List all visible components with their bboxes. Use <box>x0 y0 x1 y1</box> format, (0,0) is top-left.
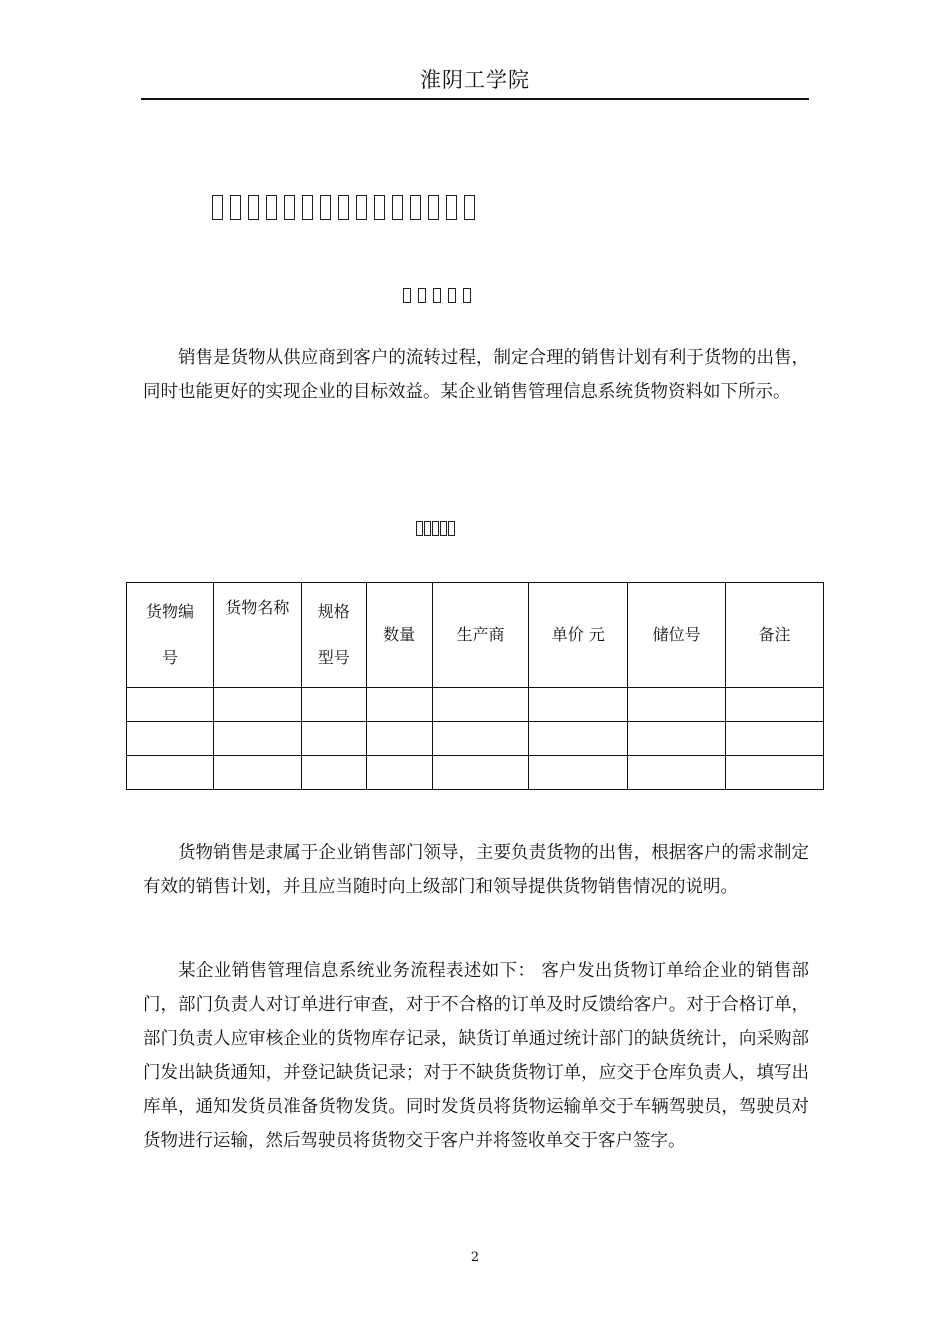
header-cell-unit-price: 单价 元 <box>529 583 628 688</box>
table-cell <box>213 688 301 722</box>
table-cell <box>432 722 529 756</box>
missing-glyph-box <box>410 195 421 220</box>
header-cell-goods-name: 货物名称 <box>213 583 301 688</box>
missing-glyph-box <box>416 521 423 536</box>
table-cell <box>366 688 432 722</box>
missing-glyph-box <box>448 521 455 536</box>
table-cell <box>366 756 432 790</box>
header-cell-manufacturer: 生产商 <box>432 583 529 688</box>
table-cell <box>432 756 529 790</box>
missing-glyph-box <box>320 195 331 220</box>
table-cell <box>301 722 366 756</box>
table-row <box>127 722 824 756</box>
table-header-row <box>127 583 824 688</box>
missing-glyph-box <box>440 521 447 536</box>
table-cell <box>628 688 726 722</box>
table-cell <box>628 756 726 790</box>
table-cell <box>726 688 824 722</box>
missing-glyph-box <box>463 288 471 303</box>
missing-glyph-box <box>418 288 426 303</box>
missing-glyph-box <box>248 195 259 220</box>
header-cell-remarks: 备注 <box>726 583 824 688</box>
table-cell <box>127 722 214 756</box>
table-cell <box>726 756 824 790</box>
missing-glyph-box <box>284 195 295 220</box>
table-caption-placeholder <box>416 521 455 536</box>
missing-glyph-box <box>448 288 456 303</box>
table-cell <box>726 722 824 756</box>
missing-glyph-box <box>433 288 441 303</box>
paragraph-intro: 销售是货物从供应商到客户的流转过程，制定合理的销售计划有利于货物的出售，同时也能更好的实现企业的目标效益。某企业销售管理信息系统货物资料如下所示。 <box>143 348 809 402</box>
missing-glyph-box <box>428 195 439 220</box>
header-rule <box>141 98 809 100</box>
paragraph-business-flow: 某企业销售管理信息系统业务流程表述如下： 客户发出货物订单给企业的销售部门，部门负责人对订单进行审查，对于不合格的订单及时反馈给客户。对于合格订单，部门负责人应审核企业的货物库存记录，缺货订单通过统计部门的缺货统计，向采购部门发出缺货通知，并登记缺货记录；对于不缺货货物订单，应交于仓库负责人，填写出库单，通知发货员准备货物发货。同时发货员将货物运输单交于车辆驾驶员，驾驶员对货物进行运输，然后驾驶员将货物交于客户并将签收单交于客户签字。 <box>143 961 809 1151</box>
missing-glyph-box <box>302 195 313 220</box>
table-row <box>127 688 824 722</box>
goods-table <box>126 582 824 790</box>
table-cell <box>529 688 628 722</box>
table-cell <box>127 756 214 790</box>
missing-glyph-box <box>212 195 223 220</box>
page-number: 2 <box>470 1250 480 1265</box>
table-cell <box>301 756 366 790</box>
paragraph-sales-dept: 货物销售是隶属于企业销售部门领导，主要负责货物的出售，根据客户的需求制定有效的销售计划，并且应当随时向上级部门和领导提供货物销售情况的说明。 <box>143 843 809 897</box>
header-cell-quantity: 数量 <box>366 583 432 688</box>
missing-glyph-box <box>446 195 457 220</box>
missing-glyph-box <box>356 195 367 220</box>
table-cell <box>432 688 529 722</box>
missing-glyph-box <box>338 195 349 220</box>
missing-glyph-box <box>266 195 277 220</box>
table-cell <box>529 756 628 790</box>
header-cell-storage-no: 储位号 <box>628 583 726 688</box>
section-subtitle-placeholder <box>403 288 471 303</box>
missing-glyph-box <box>432 521 439 536</box>
table-row <box>127 756 824 790</box>
table-cell <box>529 722 628 756</box>
header-title: 淮阴工学院 <box>420 68 530 92</box>
missing-glyph-box <box>374 195 385 220</box>
document-title-placeholder <box>212 195 475 220</box>
table-cell <box>301 688 366 722</box>
table-cell <box>213 756 301 790</box>
table-cell <box>127 688 214 722</box>
missing-glyph-box <box>464 195 475 220</box>
table-cell <box>213 722 301 756</box>
header-cell-spec-model: 规格型号 <box>301 583 366 688</box>
missing-glyph-box <box>424 521 431 536</box>
table-cell <box>628 722 726 756</box>
header-cell-goods-id: 货物编号 <box>127 583 214 688</box>
missing-glyph-box <box>230 195 241 220</box>
table-cell <box>366 722 432 756</box>
missing-glyph-box <box>392 195 403 220</box>
missing-glyph-box <box>403 288 411 303</box>
